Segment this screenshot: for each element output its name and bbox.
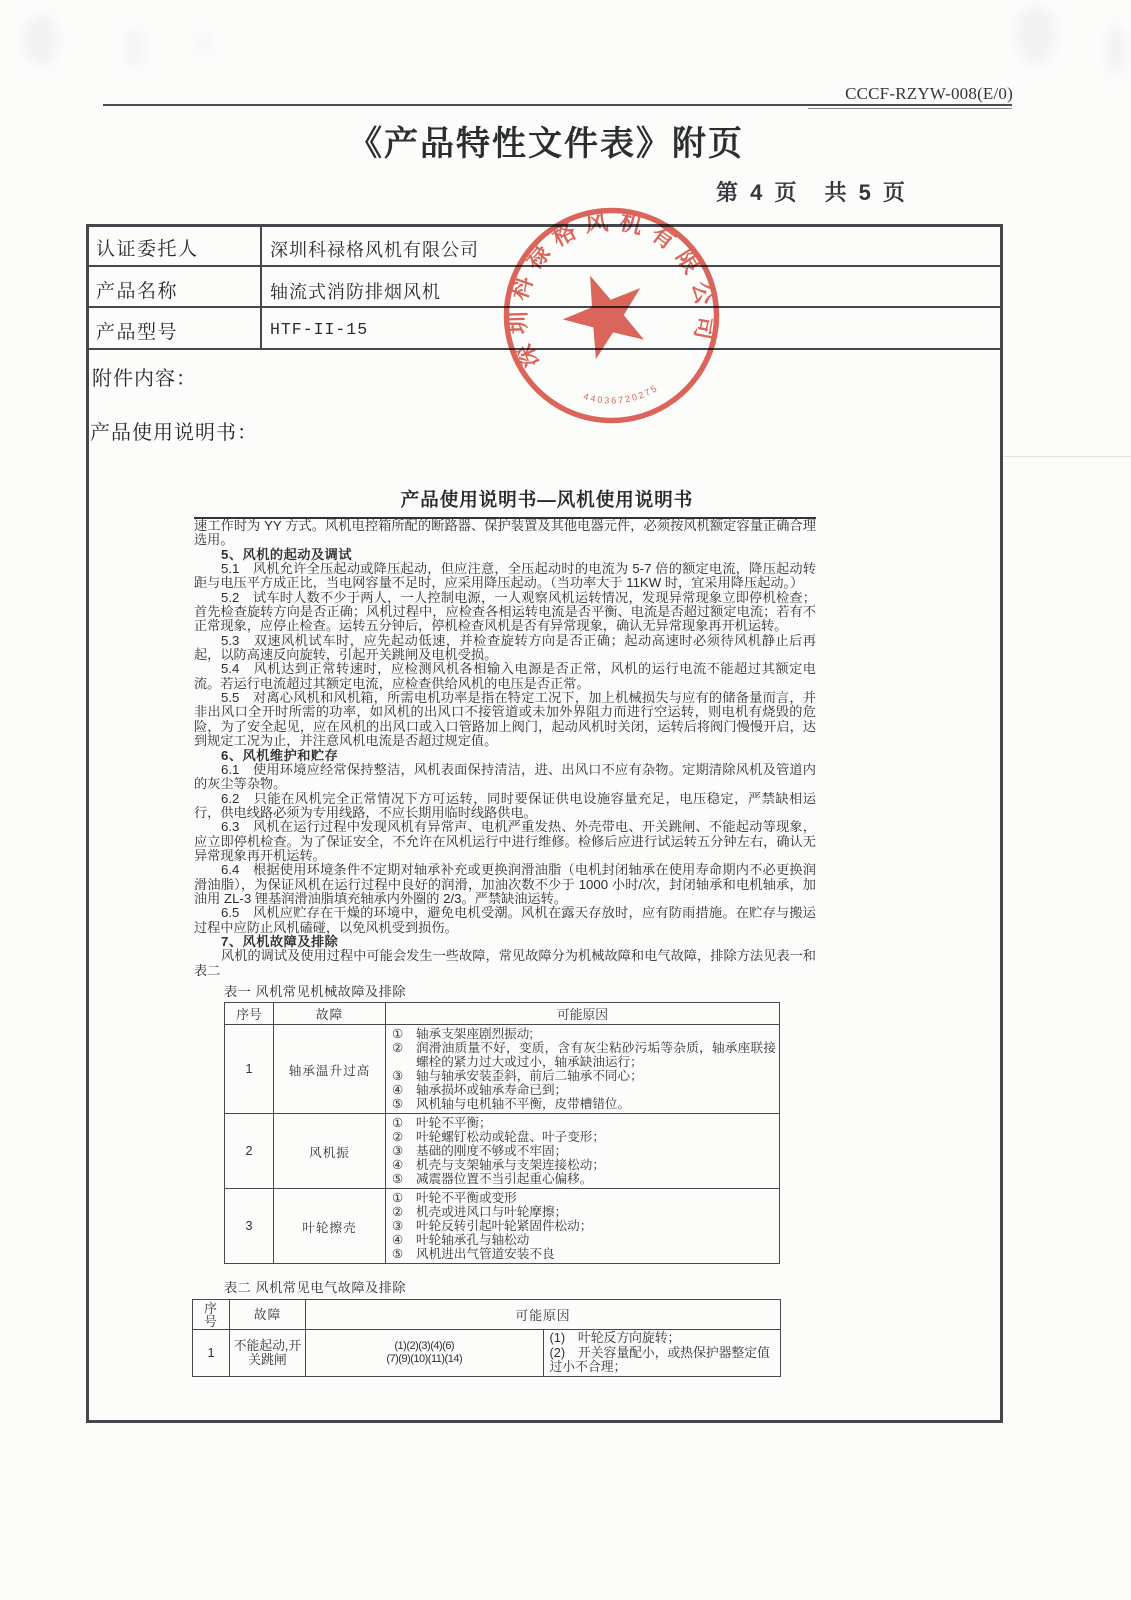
cause-text: (1) 叶轮反方向旋转； [549, 1330, 681, 1345]
cause-code-line: (1)(2)(3)(4)(6) [394, 1339, 455, 1352]
applicant-value: 深圳科禄格风机有限公司 [270, 240, 479, 260]
cause-item [386, 1116, 776, 1130]
cause-item [386, 1083, 776, 1097]
row-causes [386, 1025, 780, 1114]
manual-heading: 产品使用说明书—风机使用说明书 [400, 489, 694, 510]
col-header-fault: 故障 [274, 1003, 386, 1025]
cause-item [386, 1247, 776, 1261]
cause-marker: ③ [392, 1219, 404, 1233]
row-fault: 风机振 [274, 1114, 386, 1189]
row-no: 1 [225, 1025, 274, 1114]
cause-item [386, 1219, 776, 1233]
manual-paragraph: 速工作时为 YY 方式。风机电控箱所配的断路器、保护装置及其他电器元件，必须按风机额定容量正确合理选用。 [194, 518, 816, 548]
cause-text: 基础的刚度不够或不牢固； [416, 1144, 568, 1158]
row-causes [386, 1189, 780, 1264]
applicant-label: 认证委托人 [96, 239, 199, 260]
cause-item [386, 1130, 776, 1144]
cause-marker: ① [392, 1191, 404, 1205]
svg-text:44036720275 [581, 378, 662, 411]
manual-paragraph: 5.3 双速风机试车时，应先起动低速，并检查旋转方向是否正确；起动高速时必须待风机静止后再起，以防高速反向旋转，引起开关跳闸及电机受损。 [194, 632, 816, 663]
cause-item [386, 1233, 776, 1247]
manual-paragraph: 风机的调试及使用过程中可能会发生一些故障，常见故障分为机械故障和电气故障，排除方法见表一和表二 [194, 948, 816, 978]
cause-item [386, 1069, 776, 1083]
scan-smudge [196, 30, 210, 56]
cause-marker: ② [392, 1041, 404, 1055]
electrical-fault-table [192, 1299, 781, 1377]
header-rule-under-code [808, 108, 1012, 109]
manual-section-heading: 7、风机故障及排除 [221, 933, 339, 949]
cause-text: 风机轴与电机轴不平衡，皮带槽错位。 [416, 1097, 631, 1111]
cause-item [386, 1144, 776, 1158]
col-header-fault: 故障 [230, 1300, 306, 1330]
cause-item [386, 1205, 776, 1219]
cause-text: (2) 开关容量配小，或热保护器整定值过小不合理； [549, 1344, 770, 1374]
page-title: 《产品特性文件表》附页 [348, 125, 744, 163]
product-manual-label: 产品使用说明书： [90, 422, 258, 444]
cause-marker: ④ [392, 1233, 404, 1247]
cause-marker: ① [392, 1116, 404, 1130]
scan-smudge [24, 14, 58, 66]
row-no: 1 [193, 1330, 230, 1377]
table1-caption: 表一 风机常见机械故障及排除 [224, 984, 407, 999]
cause-marker: ② [392, 1205, 404, 1219]
info-column-divider [260, 227, 262, 349]
row-causes [543, 1330, 781, 1377]
table-row [225, 1025, 780, 1114]
cause-marker: ① [392, 1027, 404, 1041]
cause-marker: ③ [392, 1144, 404, 1158]
table-header-row [225, 1003, 780, 1025]
cause-text: 叶轮轴承孔与轴松动 [416, 1233, 530, 1247]
cause-marker: ⑤ [392, 1247, 404, 1261]
cause-marker: ② [392, 1130, 404, 1144]
product-model-label: 产品型号 [96, 322, 179, 343]
manual-paragraph: 5.5 对离心风机和风机箱，所需电机功率是指在特定工况下，加上机械损失与应有的储备量而言，并非出风口全开时所需的功率，如风机的出风口不接管道或未加外界阻力而进行空运转，则电机有烧毁的危险，为了安全起见，应在风机的出风口或入口管路加上阀门，起动风机时关闭，运转后将阀门慢慢开启，达到规定工况为止，并注意风机电流是否超过规定值。 [194, 690, 816, 749]
cause-text: 轴与轴承安装歪斜，前后二轴承不同心； [416, 1069, 643, 1083]
cause-item [386, 1191, 776, 1205]
cause-marker: ④ [392, 1083, 404, 1097]
table-row [225, 1114, 780, 1189]
cause-text: 轴承损坏或轴承寿命已到； [416, 1083, 568, 1097]
product-model-value: HTF-II-15 [270, 320, 369, 339]
cause-item [386, 1027, 776, 1041]
cause-marker: ③ [392, 1069, 404, 1083]
cause-text: 轴承支架座剧烈振动; [416, 1027, 533, 1041]
cause-text: 减震器位置不当引起重心偏移。 [416, 1172, 593, 1186]
cause-text: 叶轮不平衡； [416, 1116, 492, 1130]
row-cause-codes [306, 1330, 544, 1377]
stamp-star-icon [551, 260, 658, 365]
row-fault: 轴承温升过高 [274, 1025, 386, 1114]
row-causes [386, 1114, 780, 1189]
manual-paragraph: 6.5 风机应贮存在干燥的环境中，避免电机受潮。风机在露天存放时，应有防雨措施。在贮存与搬运过程中应防止风机磕碰，以免风机受到损伤。 [194, 905, 816, 935]
scan-smudge [126, 26, 144, 70]
cause-text: 叶轮螺钉松动或轮盘、叶子变形； [416, 1130, 605, 1144]
svg-text:深圳科禄格风机有限公司 [487, 192, 725, 386]
manual-paragraph: 6.1 使用环境应经常保持整洁，风机表面保持清洁，进、出风口不应有杂物。定期清除风机及管道内的灰尘等杂物。 [194, 761, 816, 792]
cause-text: 叶轮反转引起叶轮紧固件松动； [416, 1219, 593, 1233]
manual-section-heading: 6、风机维护和贮存 [221, 747, 339, 763]
manual-paragraph: 5.2 试车时人数不少于两人，一人控制电源，一人观察风机运转情况，发现异常现象立即停机检查；首先检查旋转方向是否正确；风机过程中，应检查各相运转电流是否平衡、电流是否超过额定电流；若有不正常现象，应停止检查。运转五分钟后，停机检查风机是否有异常现象，确认无异常现象再开机运转。 [194, 589, 816, 634]
manual-paragraph: 6.2 只能在风机完全正常情况下方可运转，同时要保证供电设施容量充足，电压稳定，严禁缺相运行，供电线路必须为专用线路，不应长期用临时线路供电。 [194, 790, 816, 820]
cause-text: 润滑油质量不好，变质，含有灰尘粘砂污垢等杂质，轴承座联接螺栓的紧力过大或过小，轴承缺油运行； [416, 1041, 776, 1069]
table-header-row [193, 1300, 781, 1330]
product-name-value: 轴流式消防排烟风机 [270, 282, 441, 302]
mechanical-fault-table [224, 1002, 780, 1264]
col-header-no: 序号 [225, 1003, 274, 1025]
cause-text: 风机进出气管道安装不良 [416, 1247, 555, 1261]
manual-paragraph: 5.4 风机达到正常转速时，应检测风机各相输入电源是否正常，风机的运行电流不能超过其额定电流。若运行电流超过其额定电流，应检查供给风机的电压是否正常。 [194, 661, 816, 691]
document-code: CCCF-RZYW-008(E/0) [845, 84, 1013, 103]
cause-item [386, 1097, 776, 1111]
row-fault: 不能起动,开关跳闸 [230, 1330, 306, 1377]
stamp-company-text: 深圳科禄格风机有限公司 [505, 208, 719, 372]
table-row [193, 1330, 781, 1377]
header-rule [103, 104, 1012, 106]
cause-text: 叶轮不平衡或变形 [416, 1191, 517, 1205]
cause-marker: ⑤ [392, 1097, 404, 1111]
manual-paragraph: 5.1 风机允许全压起动或降压起动，但应注意，全压起动时的电流为 5-7 倍的额定电流，降压起动转距与电压平方成正比，当电网容量不足时，应采用降压起动。（当功率大于 11KW 时，宜采用降压起动。） [194, 561, 816, 591]
page-number-indicator: 第 4 页 共 5 页 [716, 180, 908, 205]
product-name-label: 产品名称 [96, 281, 179, 302]
manual-section-heading: 5、风机的起动及调试 [221, 546, 353, 562]
table2-caption: 表二 风机常见电气故障及排除 [224, 1280, 407, 1295]
cause-text: 机壳或进风口与叶轮摩擦； [416, 1205, 568, 1219]
manual-paragraph: 6.4 根据使用环境条件不定期对轴承补充或更换润滑油脂（电机封闭轴承在使用寿命期内不必更换润滑油脂），为保证风机在运行过程中良好的润滑，加油次数不少于 1000 小时/次，封闭轴承和电机轴承，加油用 ZL-3 锂基润滑油脂填充轴承内外圈的 2/3。严禁缺油运转。 [194, 862, 816, 906]
cause-code-line: (7)(9)(10)(11)(14) [386, 1352, 463, 1365]
row-no: 3 [225, 1189, 274, 1264]
cause-text: 机壳与支架轴承与支架连接松动； [416, 1158, 605, 1172]
col-header-no: 序号 [193, 1300, 230, 1330]
col-header-cause: 可能原因 [306, 1300, 781, 1330]
scan-smudge [1016, 4, 1056, 64]
cause-item [386, 1172, 776, 1186]
cause-item [386, 1041, 776, 1069]
row-fault: 叶轮擦壳 [274, 1189, 386, 1264]
manual-paragraph: 6.3 风机在运行过程中发现风机有异常声、电机严重发热、外壳带电、开关跳闸、不能起动等现象，应立即停机检查。为了保证安全，不允许在风机运行中进行维修。检修后应进行试运转五分钟左右，确认无异常现象再开机运转。 [194, 819, 816, 863]
cause-marker: ④ [392, 1158, 404, 1172]
attachment-content-label: 附件内容： [92, 368, 197, 390]
cause-marker: ⑤ [392, 1172, 404, 1186]
stamp-serial-number: 44036720275 [582, 382, 661, 406]
scan-smudge [1108, 24, 1124, 76]
cause-item [386, 1158, 776, 1172]
company-seal-stamp [470, 174, 754, 458]
col-header-cause: 可能原因 [386, 1003, 780, 1025]
scan-artifact-line [1003, 456, 1131, 457]
manual-content [194, 486, 816, 1377]
row-no: 2 [225, 1114, 274, 1189]
table-row [225, 1189, 780, 1264]
